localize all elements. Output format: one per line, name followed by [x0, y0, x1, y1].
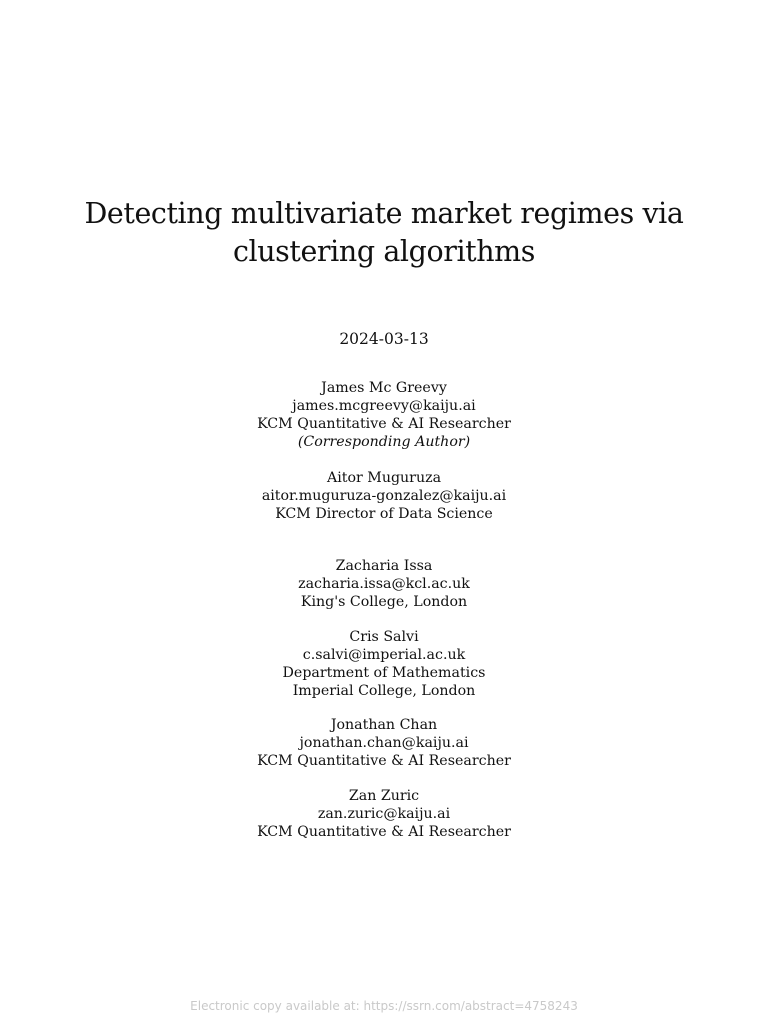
author-block-mcgreevy: [0, 379, 768, 451]
paper-title: [0, 195, 768, 271]
author-block-chan: [0, 716, 768, 770]
author-name: Zacharia Issa: [335, 558, 433, 574]
author-affiliation: King's College, London: [300, 594, 468, 610]
author-name: James Mc Greevy: [321, 380, 447, 396]
author-affiliation: KCM Quantitative & AI Researcher: [257, 753, 511, 769]
author-email: aitor.muguruza-gonzalez@kaiju.ai: [261, 488, 507, 504]
author-email: zan.zuric@kaiju.ai: [317, 806, 451, 822]
author-block-issa: [0, 557, 768, 611]
author-email: zacharia.issa@kcl.ac.uk: [298, 576, 470, 592]
author-name: Cris Salvi: [349, 629, 419, 645]
author-email: jonathan.chan@kaiju.ai: [299, 735, 469, 751]
ssrn-footer-notice: Electronic copy available at: https://ssrn.com/abstract=4758243: [190, 999, 578, 1013]
author-name: Jonathan Chan: [330, 717, 438, 733]
author-affiliation: KCM Quantitative & AI Researcher: [257, 824, 511, 840]
author-email: c.salvi@imperial.ac.uk: [302, 647, 466, 663]
author-name: Zan Zuric: [348, 788, 420, 804]
author-affiliation: KCM Quantitative & AI Researcher: [257, 416, 511, 432]
author-block-muguruza: [0, 469, 768, 523]
author-affiliation-secondary: Imperial College, London: [292, 683, 476, 699]
author-email: james.mcgreevy@kaiju.ai: [292, 398, 476, 414]
paper-title-line-1: Detecting multivariate market regimes via: [84, 197, 684, 230]
paper-title-line-2: clustering algorithms: [232, 235, 536, 268]
author-block-salvi: [0, 628, 768, 700]
corresponding-author-note: (Corresponding Author): [297, 434, 471, 450]
author-name: Aitor Muguruza: [326, 470, 442, 486]
author-affiliation: KCM Director of Data Science: [275, 506, 493, 522]
author-affiliation: Department of Mathematics: [282, 665, 486, 681]
author-block-zuric: [0, 787, 768, 841]
paper-date: 2024-03-13: [339, 330, 429, 348]
